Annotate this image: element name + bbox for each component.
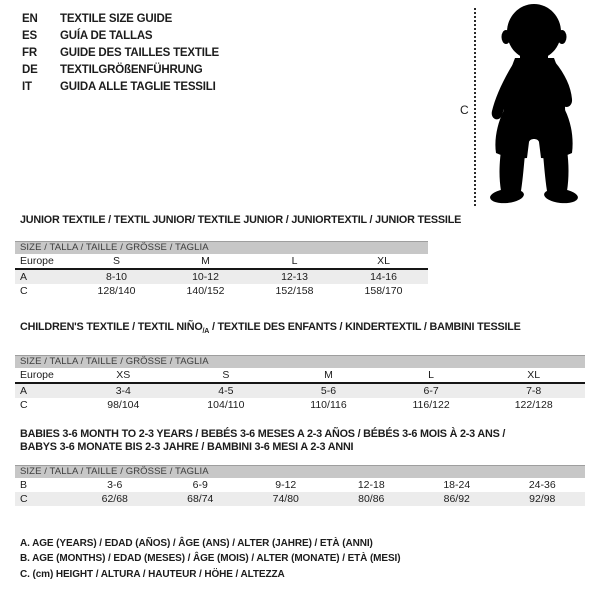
table-cell: M: [324, 369, 333, 382]
table-cell: 98/104: [107, 399, 140, 412]
section-title: [15, 321, 585, 338]
language-row-fr: [22, 45, 219, 62]
language-list: [22, 11, 219, 96]
table-cell: M: [201, 255, 210, 267]
title-text: CHILDREN'S TEXTILE / TEXTIL NIÑO: [20, 321, 203, 333]
table-cell: 92/98: [529, 493, 556, 505]
language-title: TEXTILE SIZE GUIDE: [60, 13, 173, 25]
table-row: [15, 269, 428, 284]
title-subscript: /A: [202, 328, 210, 336]
title-line-2: BABYS 3-6 MONATE BIS 2-3 JAHRE / BAMBINI 3-6 MESI A 2-3 ANNI: [20, 441, 354, 453]
table-cell: XL: [527, 369, 541, 382]
table-cell: 116/122: [412, 399, 450, 412]
table-cell: 86/92: [443, 493, 470, 505]
table-cell: 3-6: [107, 479, 123, 491]
table-row: [15, 284, 428, 298]
table-cell: 10-12: [192, 271, 219, 283]
language-title: GUIDE DES TAILLES TEXTILE: [60, 47, 219, 59]
row-label: C: [20, 285, 28, 297]
row-label: C: [20, 493, 28, 505]
table-cell: 8-10: [105, 271, 127, 283]
table-row: [15, 383, 585, 398]
section-title: JUNIOR TEXTILE / TEXTIL JUNIOR/ TEXTILE JUNIOR / JUNIORTEXTIL / JUNIOR TESSILE: [20, 214, 462, 226]
height-measure-label: C: [460, 103, 469, 117]
table-cell: 9-12: [275, 479, 297, 491]
table-cell: L: [291, 255, 298, 267]
junior-size-table: [15, 254, 428, 298]
table-cell: 68/74: [187, 493, 214, 505]
language-row-de: [22, 62, 219, 79]
table-cell: 158/170: [364, 285, 403, 297]
legend-line-a: A. AGE (YEARS) / EDAD (AÑOS) / ÂGE (ANS) / ALTER (JAHRE) / ETÀ (ANNI): [20, 538, 373, 549]
table-cell: 4-5: [218, 385, 234, 398]
size-header-bar: SIZE / TALLA / TAILLE / GRÖSSE / TAGLIA: [15, 465, 585, 478]
language-title: TEXTILGRÖßENFÜHRUNG: [60, 64, 203, 76]
table-cell: XS: [116, 369, 131, 382]
row-label: Europe: [20, 255, 54, 267]
section-babies-textile: [15, 428, 585, 506]
title-text: / TEXTILE DES ENFANTS / KINDERTEXTIL / BAMBINI TESSILE: [209, 321, 521, 333]
section-children-textile: [15, 321, 585, 412]
size-header-bar: SIZE / TALLA / TAILLE / GRÖSSE / TAGLIA: [15, 241, 428, 254]
table-cell: 5-6: [320, 385, 337, 398]
table-cell: 104/110: [207, 399, 245, 412]
language-code: ES: [22, 30, 37, 42]
table-cell: 24-36: [528, 479, 556, 491]
table-cell: 140/152: [186, 285, 225, 297]
row-label: Europe: [20, 369, 54, 382]
legend-line-b: B. AGE (MONTHS) / EDAD (MESES) / ÂGE (MOIS) / ALTER (MONATE) / ETÀ (MESI): [20, 553, 401, 565]
table-row: [15, 254, 428, 269]
language-row-it: [22, 79, 219, 96]
table-row: [15, 368, 585, 383]
section-title: [15, 428, 585, 454]
table-cell: 14-16: [370, 271, 397, 283]
row-label: A: [20, 385, 28, 398]
table-cell: 74/80: [272, 493, 299, 505]
table-cell: 128/140: [97, 285, 136, 297]
table-cell: 6-7: [423, 385, 439, 398]
table-cell: 7-8: [526, 385, 542, 398]
table-row: [15, 478, 585, 492]
table-cell: 122/128: [514, 399, 553, 412]
language-code: IT: [22, 81, 32, 93]
table-cell: S: [112, 255, 120, 267]
language-code: EN: [22, 13, 38, 25]
table-row: [15, 492, 585, 506]
table-cell: 6-9: [192, 479, 208, 491]
table-cell: 3-4: [115, 385, 131, 398]
language-code: DE: [22, 64, 38, 76]
language-title: GUIDA ALLE TAGLIE TESSILI: [60, 81, 216, 93]
baby-silhouette-icon: [476, 2, 596, 212]
table-cell: 152/158: [275, 285, 314, 297]
table-cell: 110/116: [310, 399, 347, 412]
language-code: FR: [22, 47, 37, 59]
row-label: B: [20, 479, 28, 491]
table-cell: 62/68: [101, 493, 128, 505]
row-label: C: [20, 399, 28, 412]
language-row-es: [22, 28, 219, 45]
language-title: GUÍA DE TALLAS: [60, 30, 153, 42]
legend-line-c: C. (cm) HEIGHT / ALTURA / HAUTEUR / HÖHE / ALTEZZA: [20, 568, 285, 580]
table-row: [15, 398, 585, 412]
title-line-1: BABIES 3-6 MONTH TO 2-3 YEARS / BEBÉS 3-6 MESES A 2-3 AÑOS / BÉBÉS 3-6 MOIS À 2-3 ANS /: [20, 428, 506, 440]
row-label: A: [20, 271, 28, 283]
table-cell: 18-24: [443, 479, 471, 491]
section-junior-textile: [15, 214, 462, 298]
babies-size-table: [15, 478, 585, 506]
table-cell: S: [222, 369, 230, 382]
language-row-en: [22, 11, 219, 28]
table-cell: XL: [377, 255, 390, 267]
table-cell: 80/86: [358, 493, 385, 505]
table-cell: L: [428, 369, 434, 382]
size-header-bar: SIZE / TALLA / TAILLE / GRÖSSE / TAGLIA: [15, 355, 585, 368]
children-size-table: [15, 368, 585, 412]
measurement-legend: [20, 536, 400, 582]
table-cell: 12-18: [357, 479, 385, 491]
table-cell: 12-13: [281, 271, 308, 283]
